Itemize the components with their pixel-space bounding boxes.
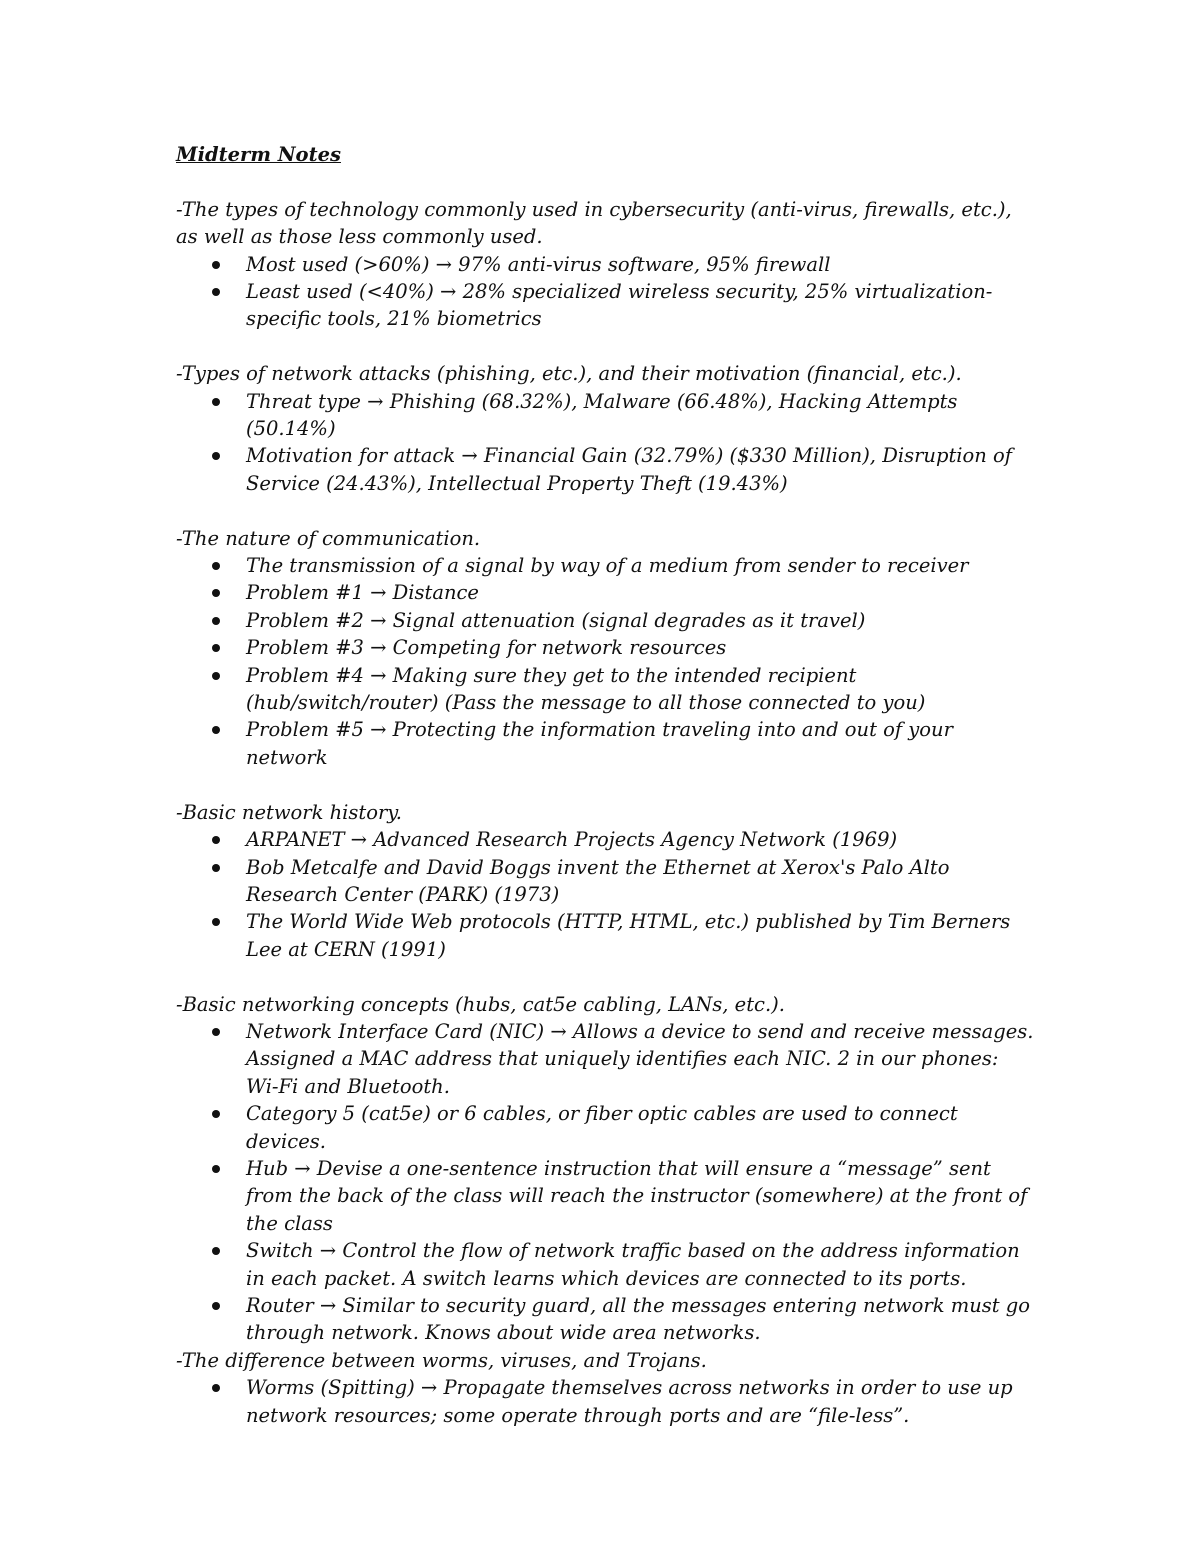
bullet-icon (212, 452, 220, 460)
list-item-text: Problem #1 → Distance (246, 581, 479, 605)
list-item-text: Problem #2 → Signal attenuation (signal degrades as it travel) (246, 608, 866, 632)
list-item (246, 908, 1036, 963)
bullet-icon (212, 644, 220, 652)
section-heading: -Basic network history. (176, 800, 402, 824)
list-item-text: Problem #4 → Making sure they get to the intended recipient (hub/switch/router) (Pass the message to all those connected to you) (246, 663, 926, 715)
list-item-text: The World Wide Web protocols (HTTP, HTML, etc.) published by Tim Berners Lee at CERN (1991) (246, 910, 1011, 961)
bullet-list (176, 826, 1036, 963)
bullet-list (176, 251, 1036, 333)
section-heading: -Basic networking concepts (hubs, cat5e cabling, LANs, etc.). (176, 992, 785, 1016)
list-item-text: Network Interface Card (NIC) → Allows a device to send and receive messages. Assigned a MAC address that uniquely identifies each NIC. 2 in our phones: Wi-Fi and Bluetooth. (246, 1019, 1034, 1098)
bullet-icon (212, 1165, 220, 1173)
list-item (246, 442, 1036, 497)
list-item (246, 1018, 1036, 1100)
section-history (176, 799, 1036, 963)
section-networking-concepts (176, 991, 1036, 1347)
list-item (246, 579, 1036, 606)
list-item (246, 662, 1036, 717)
list-item (246, 634, 1036, 661)
list-item (246, 1237, 1036, 1292)
bullet-icon (212, 617, 220, 625)
list-item-text: Most used (>60%) → 97% anti-virus software, 95% firewall (246, 252, 831, 276)
list-item (246, 1155, 1036, 1237)
bullet-icon (212, 562, 220, 570)
section-heading: -The difference between worms, viruses, and Trojans. (176, 1348, 707, 1372)
section-heading: -The nature of communication. (176, 526, 481, 550)
bullet-list (176, 1374, 1036, 1429)
list-item (246, 854, 1036, 909)
section-technology (176, 196, 1036, 333)
list-item-text: ARPANET → Advanced Research Projects Agency Network (1969) (246, 828, 898, 852)
list-item (246, 716, 1036, 771)
section-heading: -The types of technology commonly used in cybersecurity (anti-virus, firewalls, etc.), as well as those less commonly used. (176, 197, 1012, 249)
list-item-text: Least used (<40%) → 28% specialized wireless security, 25% virtualization-specific tools, 21% biometrics (246, 280, 993, 331)
bullet-icon (212, 589, 220, 597)
bullet-icon (212, 672, 220, 680)
list-item (246, 1100, 1036, 1155)
list-item-text: Hub → Devise a one-sentence instruction that will ensure a “message” sent from the back of the class will reach the instructor (somewhere) at the front of the class (246, 1156, 1028, 1235)
list-item-text: Category 5 (cat5e) or 6 cables, or fiber optic cables are used to connect devices. (246, 1102, 958, 1153)
list-item (246, 826, 1036, 853)
list-item (246, 1292, 1036, 1347)
bullet-icon (212, 1302, 220, 1310)
bullet-list (176, 552, 1036, 771)
list-item-text: The transmission of a signal by way of a medium from sender to receiver (246, 554, 969, 578)
list-item-text: Bob Metcalfe and David Boggs invent the Ethernet at Xerox's Palo Alto Research Center (PARK) (1973) (246, 855, 950, 906)
bullet-list (176, 388, 1036, 498)
page-title: Midterm Notes (176, 143, 341, 166)
section-heading: -Types of network attacks (phishing, etc.), and their motivation (financial, etc.). (176, 362, 962, 386)
list-item (246, 607, 1036, 634)
bullet-list (176, 1018, 1036, 1347)
bullet-icon (212, 1247, 220, 1255)
list-item-text: Switch → Control the flow of network traffic based on the address information in each packet. A switch learns which devices are connected to its ports. (246, 1239, 1020, 1290)
bullet-icon (212, 836, 220, 844)
bullet-icon (212, 1110, 220, 1118)
section-attacks (176, 360, 1036, 497)
bullet-icon (212, 918, 220, 926)
section-communication (176, 525, 1036, 772)
document-page (176, 141, 1036, 1429)
list-item (246, 278, 1036, 333)
list-item (246, 552, 1036, 579)
list-item-text: Motivation for attack → Financial Gain (32.79%) ($330 Million), Disruption of Service (24.43%), Intellectual Property Theft (19.43%) (246, 444, 1012, 495)
list-item-text: Problem #3 → Competing for network resources (246, 636, 727, 660)
list-item (246, 388, 1036, 443)
list-item-text: Worms (Spitting) → Propagate themselves across networks in order to use up network resources; some operate through ports and are “file-less”. (246, 1376, 1013, 1427)
bullet-icon (212, 726, 220, 734)
bullet-icon (212, 398, 220, 406)
list-item (246, 1374, 1036, 1429)
bullet-icon (212, 1028, 220, 1036)
bullet-icon (212, 288, 220, 296)
bullet-icon (212, 261, 220, 269)
bullet-icon (212, 864, 220, 872)
list-item-text: Threat type → Phishing (68.32%), Malware (66.48%), Hacking Attempts (50.14%) (246, 389, 958, 441)
list-item-text: Router → Similar to security guard, all the messages entering network must go through network. Knows about wide area networks. (246, 1293, 1031, 1345)
bullet-icon (212, 1384, 220, 1392)
section-malware-types (176, 1347, 1036, 1429)
list-item-text: Problem #5 → Protecting the information traveling into and out of your network (246, 718, 953, 769)
list-item (246, 251, 1036, 278)
